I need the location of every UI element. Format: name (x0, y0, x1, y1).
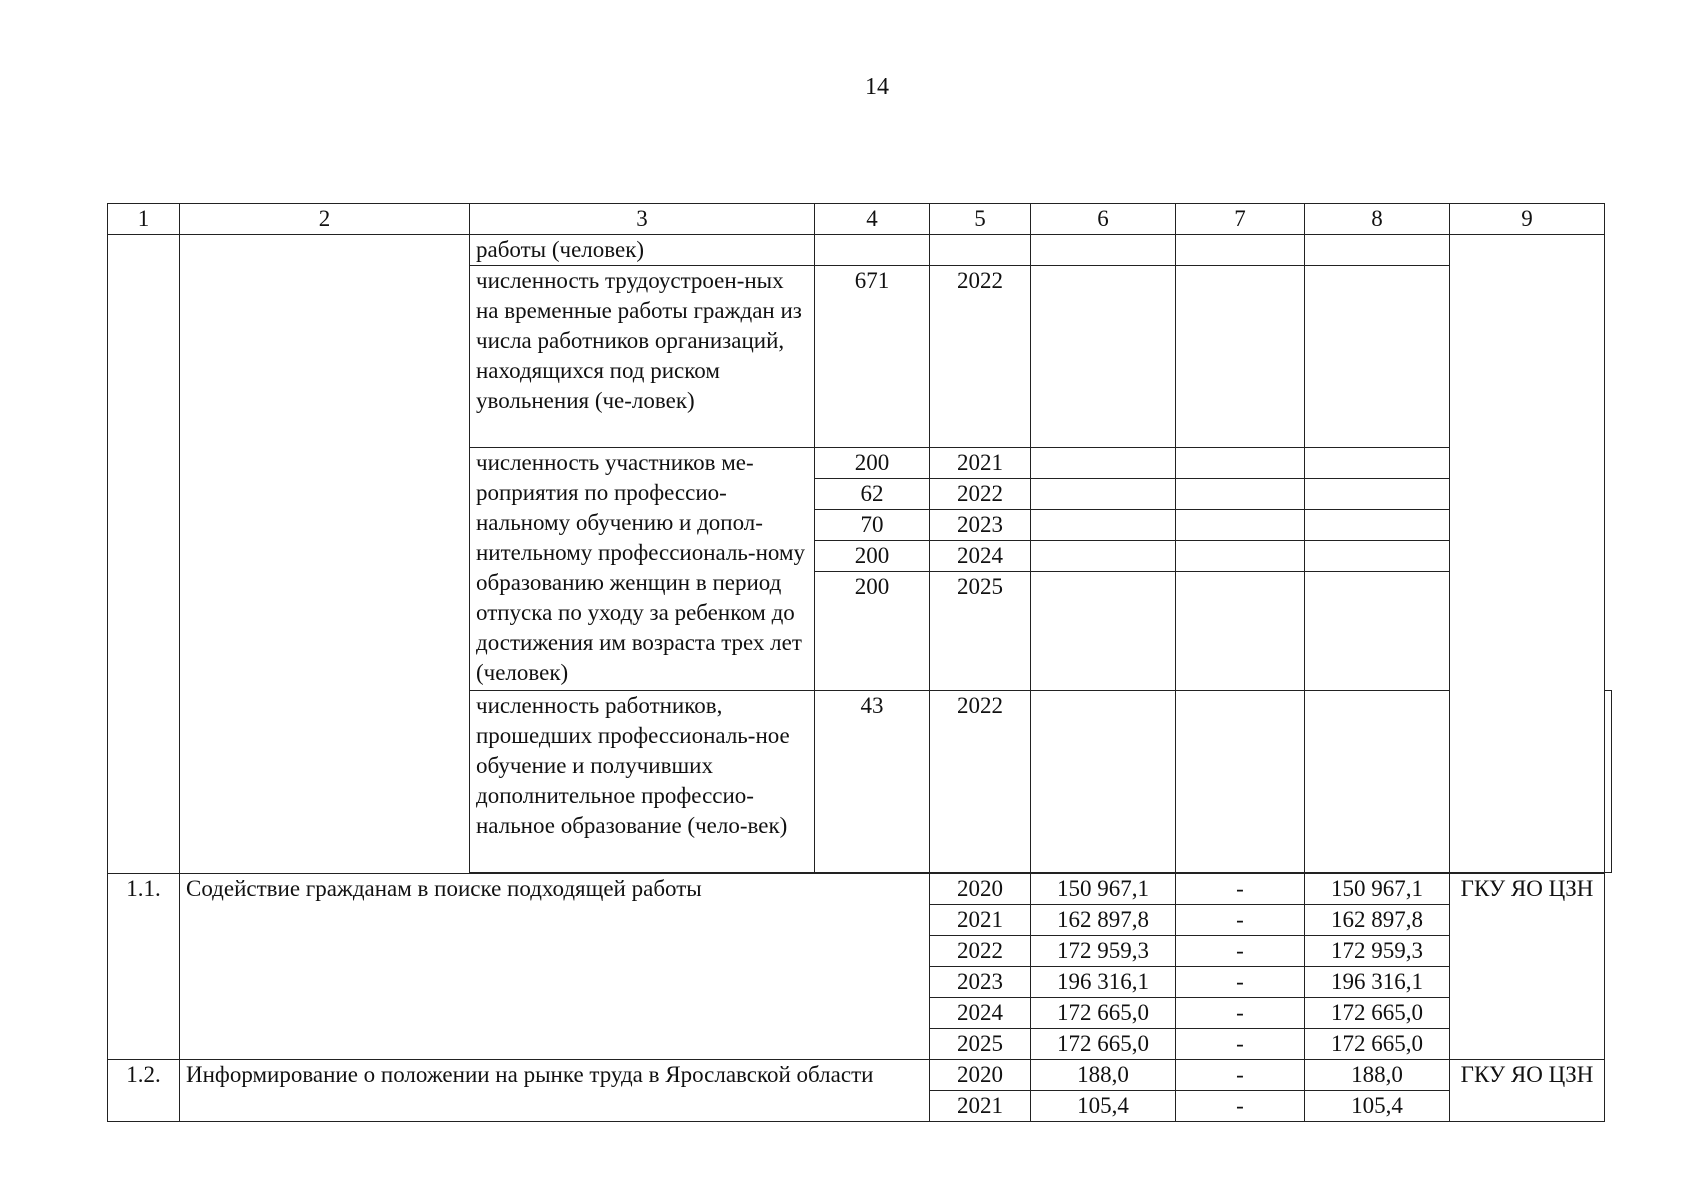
regional-cell: 196 316,1 (1305, 967, 1450, 998)
federal-cell: - (1176, 874, 1305, 905)
empty-cell (1176, 572, 1305, 691)
empty-cell (1605, 691, 1612, 873)
total-cell: 172 665,0 (1031, 998, 1176, 1029)
empty-cell (1305, 479, 1450, 510)
column-header: 9 (1450, 204, 1605, 235)
empty-cell (1305, 235, 1450, 266)
indicator-year: 2024 (930, 541, 1031, 572)
indicator-year: 2021 (930, 448, 1031, 479)
table-row (108, 235, 1612, 266)
column-header: 1 (108, 204, 180, 235)
year-cell: 2020 (930, 874, 1031, 905)
regional-cell: 162 897,8 (1305, 905, 1450, 936)
year-cell: 2023 (930, 967, 1031, 998)
table-row (108, 874, 1612, 905)
empty-cell (1031, 572, 1176, 691)
total-cell: 105,4 (1031, 1091, 1176, 1122)
empty-cell (1176, 479, 1305, 510)
empty-cell (1176, 448, 1305, 479)
empty-cell (1176, 510, 1305, 541)
column-header: 6 (1031, 204, 1176, 235)
empty-cell (1305, 448, 1450, 479)
total-cell: 196 316,1 (1031, 967, 1176, 998)
federal-cell: - (1176, 1091, 1305, 1122)
regional-cell: 150 967,1 (1305, 874, 1450, 905)
measure-number: 1.1. (108, 874, 180, 1060)
measure-number: 1.2. (108, 1060, 180, 1122)
indicator-year: 2023 (930, 510, 1031, 541)
federal-cell: - (1176, 905, 1305, 936)
empty-cell (1031, 448, 1176, 479)
indicator-text: численность трудоустроен-ных на временные работы граждан из числа работников организаций, находящихся под риском увольнения (че-ловек) (470, 266, 815, 448)
indicator-value: 200 (815, 572, 930, 691)
column-header: 3 (470, 204, 815, 235)
empty-cell (1305, 510, 1450, 541)
empty-cell (1176, 266, 1305, 448)
year-cell: 2024 (930, 998, 1031, 1029)
federal-cell: - (1176, 936, 1305, 967)
indicator-value: 62 (815, 479, 930, 510)
empty-cell (1176, 235, 1305, 266)
indicator-year: 2022 (930, 691, 1031, 873)
empty-cell (1176, 691, 1305, 873)
empty-cell (1305, 572, 1450, 691)
executor-cell: ГКУ ЯО ЦЗН (1450, 1060, 1605, 1122)
empty-cell (1031, 235, 1176, 266)
empty-cell (1031, 691, 1176, 873)
regional-cell: 172 665,0 (1305, 998, 1450, 1029)
federal-cell: - (1176, 998, 1305, 1029)
empty-cell (1031, 266, 1176, 448)
year-cell: 2022 (930, 936, 1031, 967)
empty-cell (1031, 510, 1176, 541)
indicator-value: 200 (815, 541, 930, 572)
column-header-row (108, 204, 1612, 235)
column-header: 2 (180, 204, 470, 235)
empty-cell (1305, 541, 1450, 572)
page-number: 14 (865, 74, 889, 100)
year-cell: 2021 (930, 905, 1031, 936)
empty-cell (1176, 541, 1305, 572)
total-cell: 162 897,8 (1031, 905, 1176, 936)
indicator-year: 2022 (930, 479, 1031, 510)
indicator-text: численность работников, прошедших профессиональ-ное обучение и получивших дополнительное профессио-нальное образование (чело-век) (470, 691, 815, 873)
total-cell: 172 959,3 (1031, 936, 1176, 967)
total-cell: 188,0 (1031, 1060, 1176, 1091)
federal-cell: - (1176, 1029, 1305, 1060)
empty-cell (1305, 266, 1450, 448)
total-cell: 150 967,1 (1031, 874, 1176, 905)
indicator-text: численность участников ме-роприятия по профессио-нальному обучению и допол-нительному профессиональ-ному образованию женщин в период отпуска по уходу за ребенком до достижения им возраста трех лет (человек) (470, 448, 815, 691)
regional-cell: 172 665,0 (1305, 1029, 1450, 1060)
program-table (107, 203, 1612, 1122)
empty-cell (930, 235, 1031, 266)
indicator-value: 200 (815, 448, 930, 479)
empty-cell (815, 235, 930, 266)
empty-cell (180, 235, 470, 874)
indicator-year: 2022 (930, 266, 1031, 448)
indicator-year: 2025 (930, 572, 1031, 691)
indicator-text: работы (человек) (470, 235, 815, 266)
total-cell: 172 665,0 (1031, 1029, 1176, 1060)
measure-title: Содействие гражданам в поиске подходящей работы (180, 874, 930, 1060)
measure-title: Информирование о положении на рынке труда в Ярославской области (180, 1060, 930, 1122)
executor-cell: ГКУ ЯО ЦЗН (1450, 874, 1605, 1060)
indicator-value: 43 (815, 691, 930, 873)
empty-cell (1031, 479, 1176, 510)
federal-cell: - (1176, 1060, 1305, 1091)
column-header: 4 (815, 204, 930, 235)
column-header: 7 (1176, 204, 1305, 235)
year-cell: 2025 (930, 1029, 1031, 1060)
indicator-value: 70 (815, 510, 930, 541)
year-cell: 2020 (930, 1060, 1031, 1091)
empty-cell (1305, 691, 1450, 873)
column-header: 5 (930, 204, 1031, 235)
empty-cell (1450, 235, 1605, 873)
regional-cell: 105,4 (1305, 1091, 1450, 1122)
federal-cell: - (1176, 967, 1305, 998)
indicator-value: 671 (815, 266, 930, 448)
regional-cell: 172 959,3 (1305, 936, 1450, 967)
empty-cell (1031, 541, 1176, 572)
empty-cell (108, 235, 180, 874)
year-cell: 2021 (930, 1091, 1031, 1122)
table-row (108, 1060, 1612, 1091)
regional-cell: 188,0 (1305, 1060, 1450, 1091)
column-header: 8 (1305, 204, 1450, 235)
